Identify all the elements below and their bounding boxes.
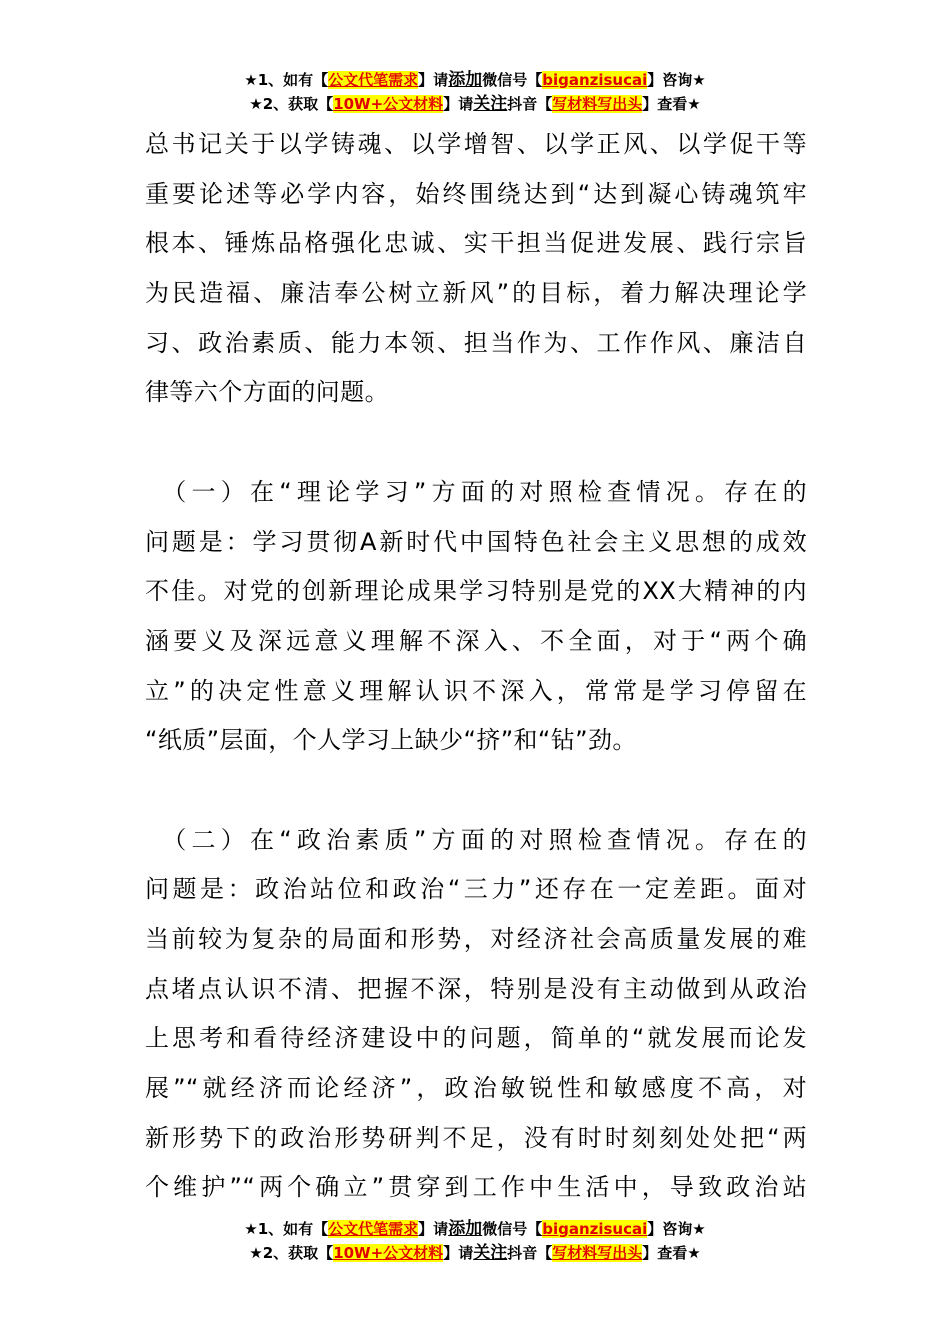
text-line: 律等六个方面的问题。 bbox=[145, 378, 389, 407]
paragraph bbox=[145, 120, 807, 418]
banner-text: 】咨询★ bbox=[647, 1220, 706, 1238]
highlighted-text: 写材料写出头 bbox=[552, 95, 643, 113]
text-line: 展”“就经济而论经济”，政治敏锐性和敏感度不高，对 bbox=[145, 1074, 807, 1103]
footer-banner bbox=[0, 1217, 950, 1265]
text-line: 上思考和看待经济建设中的问题，简单的“就发展而论发 bbox=[145, 1024, 807, 1053]
banner-text: 添加 bbox=[448, 1219, 483, 1239]
text-line: 重要论述等必学内容，始终围绕达到“达到凝心铸魂筑牢 bbox=[145, 179, 807, 208]
banner-text: 抖音【 bbox=[507, 1244, 553, 1262]
banner-text: 】请 bbox=[418, 71, 449, 89]
banner-row2 bbox=[0, 1241, 950, 1265]
highlighted-text: biganzisucai bbox=[542, 71, 648, 89]
highlighted-text: 公文代笔需求 bbox=[328, 71, 419, 89]
highlighted-text: 公文代笔需求 bbox=[328, 1220, 419, 1238]
text-line: 问题是：政治站位和政治“三力”还存在一定差距。面对 bbox=[145, 875, 807, 904]
text-line: 为民造福、廉洁奉公树立新风”的目标，着力解决理论学 bbox=[145, 279, 807, 308]
paragraph-gap bbox=[145, 418, 807, 468]
highlighted-text: biganzisucai bbox=[542, 1220, 648, 1238]
text-line: 点堵点认识不清、把握不深，特别是没有主动做到从政治 bbox=[145, 974, 807, 1003]
highlighted-text: 10W+公文材料 bbox=[333, 1244, 444, 1262]
header-banner bbox=[0, 68, 950, 116]
text-line: 根本、锤炼品格强化忠诚、实干担当促进发展、践行宗旨 bbox=[145, 229, 807, 258]
paragraph-gap bbox=[145, 766, 807, 816]
banner-text: 】请 bbox=[443, 95, 474, 113]
banner-text: 】查看★ bbox=[642, 95, 701, 113]
banner-text: 关注 bbox=[473, 94, 508, 114]
banner-text: 关注 bbox=[473, 1243, 508, 1263]
banner-text: 微信号【 bbox=[482, 71, 543, 89]
paragraph bbox=[145, 816, 807, 1214]
text-line: 总书记关于以学铸魂、以学增智、以学正风、以学促干等 bbox=[145, 130, 807, 158]
text-line: 新形势下的政治形势研判不足，没有时时刻刻处处把“两 bbox=[145, 1123, 807, 1152]
banner-text: 】咨询★ bbox=[647, 71, 706, 89]
paragraph bbox=[145, 468, 807, 766]
text-line: 当前较为复杂的局面和形势，对经济社会高质量发展的难 bbox=[145, 925, 807, 953]
banner-text: ★2、获取【 bbox=[249, 95, 334, 113]
banner-text: 微信号【 bbox=[482, 1220, 543, 1238]
text-line: 问题是：学习贯彻A新时代中国特色社会主义思想的成效 bbox=[145, 527, 807, 556]
text-line: “纸质”层面，个人学习上缺少“挤”和“钻”劲。 bbox=[145, 726, 637, 755]
highlighted-text: 10W+公文材料 bbox=[333, 95, 444, 113]
banner-row1 bbox=[0, 68, 950, 92]
banner-text: ★1、如有【 bbox=[244, 71, 329, 89]
banner-text: ★2、获取【 bbox=[249, 1244, 334, 1262]
text-line: 习、政治素质、能力本领、担当作为、工作作风、廉洁自 bbox=[145, 328, 807, 357]
banner-text: 添加 bbox=[448, 70, 483, 90]
text-line: （二）在“政治素质”方面的对照检查情况。存在的 bbox=[145, 825, 807, 854]
banner-text: 】查看★ bbox=[642, 1244, 701, 1262]
banner-text: 】请 bbox=[443, 1244, 474, 1262]
text-line: 涵要义及深远意义理解不深入、不全面，对于“两个确 bbox=[145, 626, 807, 655]
text-line: 立”的决定性意义理解认识不深入，常常是学习停留在 bbox=[145, 676, 807, 705]
banner-row2 bbox=[0, 92, 950, 116]
banner-text: 抖音【 bbox=[507, 95, 553, 113]
document-body bbox=[145, 120, 807, 1213]
banner-text: ★1、如有【 bbox=[244, 1220, 329, 1238]
text-line: 个维护”“两个确立”贯穿到工作中生活中，导致政治站 bbox=[145, 1173, 807, 1202]
banner-row1 bbox=[0, 1217, 950, 1241]
text-line: （一）在“理论学习”方面的对照检查情况。存在的 bbox=[145, 477, 807, 506]
text-line: 不佳。对党的创新理论成果学习特别是党的XX大精神的内 bbox=[145, 577, 807, 606]
banner-text: 】请 bbox=[418, 1220, 449, 1238]
highlighted-text: 写材料写出头 bbox=[552, 1244, 643, 1262]
